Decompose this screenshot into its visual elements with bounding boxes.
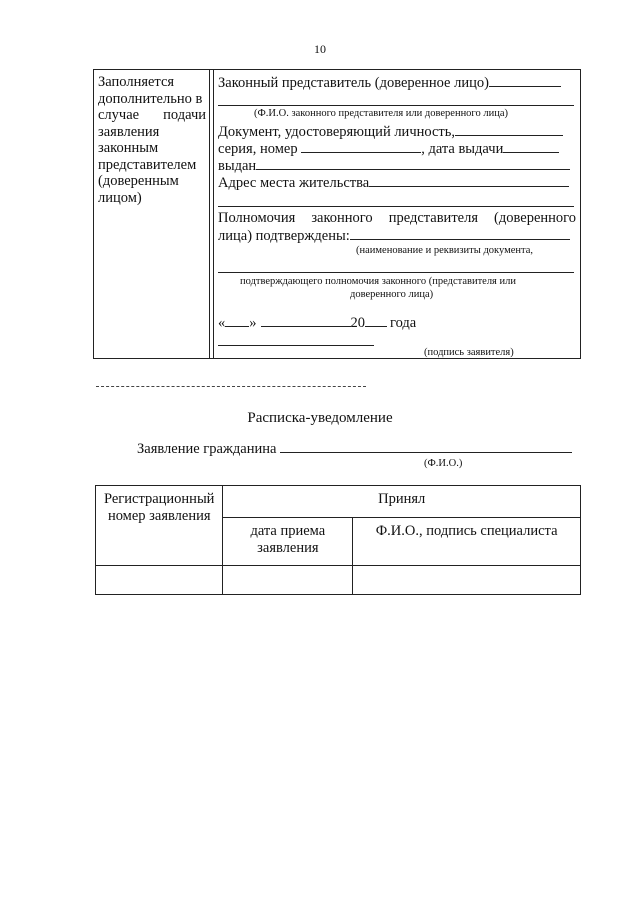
doc-caption-2: подтверждающего полномочия законного (представителя или [240, 276, 516, 287]
issued-by-field[interactable] [256, 157, 570, 170]
powers-line1: Полномочия законного представителя (доверенного [218, 210, 576, 226]
legal-rep-name-field[interactable] [218, 90, 574, 106]
representative-note [98, 74, 206, 206]
powers-document-field-line2[interactable] [218, 257, 574, 273]
signature-field[interactable] [218, 331, 374, 346]
issue-date-label: , дата выдачи [421, 141, 504, 157]
legal-rep-label: Законный представитель (доверенное лицо) [218, 75, 489, 91]
reg-number-header-text: Регистрационный номер заявления [104, 491, 215, 524]
note-line: лицом) [98, 189, 142, 206]
applicant-row [137, 440, 572, 458]
applicant-label: Заявление гражданина [137, 441, 277, 457]
applicant-name-field[interactable] [280, 440, 572, 453]
accepted-header: Принял [223, 486, 581, 518]
address-field[interactable] [369, 174, 569, 187]
reg-number-header [96, 486, 223, 566]
representative-info-table [93, 69, 581, 359]
applicant-fio-note: (Ф.И.О.) [424, 458, 463, 469]
page-number: 10 [314, 42, 326, 56]
legal-rep-row [218, 74, 561, 91]
note-line: дополнительно в [98, 90, 203, 107]
series-label: серия, номер [218, 141, 298, 157]
fio-caption: (Ф.И.О. законного представителя или доверенного лица) [254, 108, 508, 119]
reg-number-cell[interactable] [96, 566, 223, 595]
signature-caption: (подпись заявителя) [424, 347, 514, 358]
registration-table [95, 485, 581, 595]
column-divider-inner [213, 70, 214, 358]
date-open-quote: « [218, 315, 226, 331]
column-divider [209, 70, 210, 358]
note-line: (доверенным [98, 173, 179, 189]
address-label: Адрес места жительства [218, 175, 370, 191]
series-row [218, 140, 559, 157]
date-close-quote: » [249, 315, 257, 331]
issued-by-label: выдан [218, 158, 257, 174]
powers-row [218, 227, 570, 244]
address-row [218, 174, 569, 191]
date-cell[interactable] [223, 566, 353, 595]
date-day-field[interactable] [225, 314, 249, 327]
year-suffix: года [390, 315, 417, 331]
series-number-field[interactable] [301, 140, 421, 153]
issued-by-row [218, 157, 570, 174]
date-row [218, 314, 416, 331]
receipt-title: Расписка-уведомление [247, 410, 393, 426]
legal-rep-field[interactable] [489, 74, 561, 87]
note-line: законным [98, 140, 159, 156]
powers-line2: лица) подтверждены: [218, 228, 350, 244]
note-line: заявления [98, 123, 160, 140]
note-line: случае подачи [98, 107, 206, 123]
id-document-field[interactable] [455, 123, 563, 136]
note-line: представителем [98, 156, 197, 173]
issue-date-field[interactable] [503, 140, 559, 153]
powers-document-field[interactable] [350, 227, 570, 240]
id-document-row [218, 123, 563, 140]
specialist-cell[interactable] [353, 566, 581, 595]
specialist-header: Ф.И.О., подпись специалиста [353, 518, 581, 566]
year-field[interactable] [365, 314, 387, 327]
note-line: Заполняется [98, 74, 175, 90]
cut-line [96, 386, 366, 387]
year-prefix: 20 [350, 315, 365, 331]
doc-caption-3: доверенного лица) [350, 289, 434, 300]
doc-caption-1: (наименование и реквизиты документа, [356, 245, 534, 256]
date-header: дата приема заявления [223, 518, 353, 566]
address-field-line2[interactable] [218, 191, 574, 207]
date-month-field[interactable] [261, 314, 351, 327]
id-document-label: Документ, удостоверяющий личность, [218, 124, 455, 140]
